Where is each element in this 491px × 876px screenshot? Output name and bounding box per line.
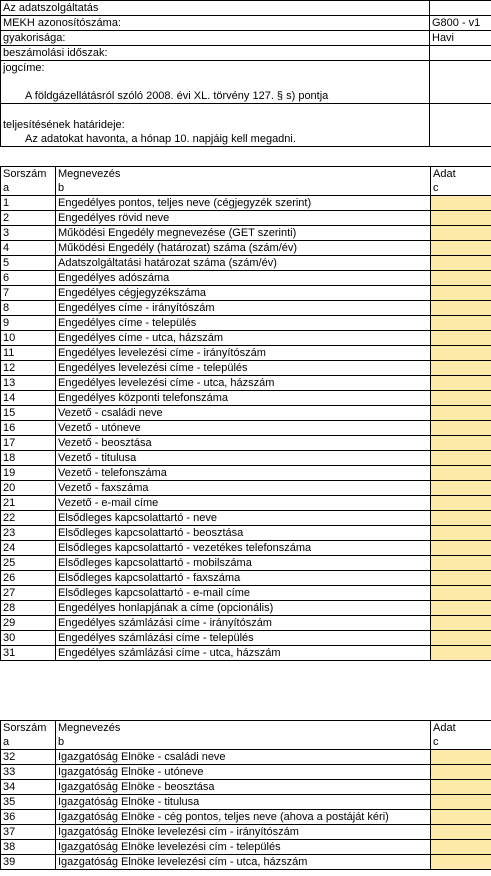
table-row: [1, 496, 491, 511]
row-label: Igazgatóság Elnöke - utóneve: [56, 765, 431, 780]
table-row: [1, 376, 491, 391]
data-input-cell[interactable]: [431, 316, 491, 331]
row-number: 29: [1, 616, 56, 631]
row-number: 1: [1, 196, 56, 211]
data-input-cell[interactable]: [431, 361, 491, 376]
row-number: 32: [1, 750, 56, 765]
row-number: 25: [1, 556, 56, 571]
column-letter-c: c: [431, 735, 491, 750]
row-label: Elsődleges kapcsolattartó - faxszáma: [56, 571, 431, 586]
row-label: Engedélyes számlázási címe - település: [56, 631, 431, 646]
data-input-cell[interactable]: [431, 855, 491, 870]
frequency-value: Havi: [430, 31, 491, 46]
row-label: Igazgatóság Elnöke - titulusa: [56, 795, 431, 810]
row-label: Engedélyes címe - település: [56, 316, 431, 331]
row-number: 21: [1, 496, 56, 511]
row-label: Elsődleges kapcsolattartó - beosztása: [56, 526, 431, 541]
row-number: 17: [1, 436, 56, 451]
table-row: [1, 301, 491, 316]
data-input-cell[interactable]: [431, 616, 491, 631]
data-input-cell[interactable]: [431, 556, 491, 571]
row-label: Engedélyes rövid neve: [56, 211, 431, 226]
data-input-cell[interactable]: [431, 810, 491, 825]
table-row: [1, 616, 491, 631]
row-number: 11: [1, 346, 56, 361]
row-label: Engedélyes központi telefonszáma: [56, 391, 431, 406]
row-number: 3: [1, 226, 56, 241]
table-row: [1, 810, 491, 825]
row-number: 30: [1, 631, 56, 646]
data-input-cell[interactable]: [431, 481, 491, 496]
data-input-cell[interactable]: [431, 526, 491, 541]
data-input-cell[interactable]: [431, 825, 491, 840]
row-label: Elsődleges kapcsolattartó - mobilszáma: [56, 556, 431, 571]
row-number: 9: [1, 316, 56, 331]
deadline-text: Az adatokat havonta, a hónap 10. napjáig kell megadni.: [25, 133, 296, 145]
table-row: [1, 541, 491, 556]
row-number: 8: [1, 301, 56, 316]
data-input-cell[interactable]: [431, 646, 491, 661]
row-label: Vezető - faxszáma: [56, 481, 431, 496]
row-number: 18: [1, 451, 56, 466]
column-letter-b: b: [56, 181, 431, 196]
data-input-cell[interactable]: [431, 226, 491, 241]
table-row: [1, 451, 491, 466]
table-row: [1, 211, 491, 226]
table-row: [1, 196, 491, 211]
column-header-megnevezes: Megnevezés: [56, 721, 431, 736]
table-row: [1, 346, 491, 361]
row-label: Igazgatóság Elnöke - beosztása: [56, 780, 431, 795]
table-row: [1, 436, 491, 451]
table-row: [1, 226, 491, 241]
row-label: Engedélyes számlázási címe - irányítószám: [56, 616, 431, 631]
row-label: Igazgatóság Elnöke levelezési cím - utca, házszám: [56, 855, 431, 870]
table-row: [1, 631, 491, 646]
row-label: Engedélyes honlapjának a címe (opcionális): [56, 601, 431, 616]
row-label: Vezető - utóneve: [56, 421, 431, 436]
row-label: Vezető - e-mail címe: [56, 496, 431, 511]
row-number: 34: [1, 780, 56, 795]
data-input-cell[interactable]: [431, 241, 491, 256]
row-label: Engedélyes levelezési címe - település: [56, 361, 431, 376]
column-letter-b: b: [56, 735, 431, 750]
row-label: Igazgatóság Elnöke - családi neve: [56, 750, 431, 765]
row-number: 13: [1, 376, 56, 391]
data-input-cell[interactable]: [431, 406, 491, 421]
column-letter-c: c: [431, 181, 491, 196]
data-table-1: [0, 166, 491, 661]
table-row: [1, 361, 491, 376]
period-value[interactable]: [430, 46, 491, 61]
data-input-cell[interactable]: [431, 451, 491, 466]
data-input-cell[interactable]: [431, 601, 491, 616]
table-row: [1, 750, 491, 765]
row-label: Működési Engedély (határozat) száma (szám/év): [56, 241, 431, 256]
table-row: [1, 571, 491, 586]
row-label: Vezető - telefonszáma: [56, 466, 431, 481]
row-label: Igazgatóság Elnöke levelezési cím - település: [56, 840, 431, 855]
row-label: Elsődleges kapcsolattartó - neve: [56, 511, 431, 526]
deadline-label: teljesítésének határideje:: [3, 119, 125, 131]
row-label: Vezető - titulusa: [56, 451, 431, 466]
row-number: 36: [1, 810, 56, 825]
report-header-block: [0, 0, 491, 147]
table-row: [1, 765, 491, 780]
table-row: [1, 840, 491, 855]
row-label: Igazgatóság Elnöke levelezési cím - irányítószám: [56, 825, 431, 840]
row-label: Engedélyes levelezési címe - utca, házszám: [56, 376, 431, 391]
row-number: 35: [1, 795, 56, 810]
table-row: [1, 421, 491, 436]
row-number: 16: [1, 421, 56, 436]
column-header-sorszam: Sorszám: [1, 721, 56, 736]
row-label: Adatszolgáltatási határozat száma (szám/év): [56, 256, 431, 271]
data-input-cell[interactable]: [431, 586, 491, 601]
row-label: Elsődleges kapcsolattartó - vezetékes telefonszáma: [56, 541, 431, 556]
column-header-megnevezes: Megnevezés: [56, 167, 431, 182]
mekh-label: MEKH azonosítószáma:: [1, 16, 430, 31]
row-number: 5: [1, 256, 56, 271]
table-row: [1, 286, 491, 301]
table-row: [1, 331, 491, 346]
table-row: [1, 391, 491, 406]
table-row: [1, 780, 491, 795]
row-label: Engedélyes címe - utca, házszám: [56, 331, 431, 346]
data-input-cell[interactable]: [431, 376, 491, 391]
row-number: 39: [1, 855, 56, 870]
table-row: [1, 795, 491, 810]
column-letter-a: a: [1, 181, 56, 196]
row-label: Engedélyes pontos, teljes neve (cégjegyzék szerint): [56, 196, 431, 211]
row-label: Engedélyes címe - irányítószám: [56, 301, 431, 316]
data-input-cell[interactable]: [431, 780, 491, 795]
data-table-2: [0, 720, 491, 870]
data-input-cell[interactable]: [431, 765, 491, 780]
table-row: [1, 316, 491, 331]
table-row: [1, 406, 491, 421]
data-input-cell[interactable]: [431, 211, 491, 226]
row-label: Működési Engedély megnevezése (GET szerinti): [56, 226, 431, 241]
row-number: 19: [1, 466, 56, 481]
table-row: [1, 601, 491, 616]
data-input-cell[interactable]: [431, 271, 491, 286]
column-header-adat: Adat: [433, 168, 456, 180]
data-input-cell[interactable]: [431, 421, 491, 436]
legal-basis-text: A földgázellátásról szóló 2008. évi XL. törvény 127. § s) pontja: [1, 89, 430, 104]
data-input-cell[interactable]: [431, 196, 491, 211]
row-label: Vezető - családi neve: [56, 406, 431, 421]
data-input-cell[interactable]: [431, 631, 491, 646]
data-input-cell[interactable]: [431, 256, 491, 271]
data-input-cell[interactable]: [431, 840, 491, 855]
row-number: 24: [1, 541, 56, 556]
data-input-cell[interactable]: [431, 496, 491, 511]
table-row: [1, 526, 491, 541]
table-row: [1, 855, 491, 870]
row-label: Engedélyes cégjegyzékszáma: [56, 286, 431, 301]
table-row: [1, 586, 491, 601]
column-header-adat: Adat: [433, 722, 456, 734]
column-header-sorszam: Sorszám: [1, 167, 56, 182]
row-label: Engedélyes számlázási címe - utca, házszám: [56, 646, 431, 661]
row-number: 10: [1, 331, 56, 346]
row-number: 27: [1, 586, 56, 601]
data-input-cell[interactable]: [431, 795, 491, 810]
table-row: [1, 256, 491, 271]
row-number: 2: [1, 211, 56, 226]
row-number: 23: [1, 526, 56, 541]
row-number: 7: [1, 286, 56, 301]
legal-basis-label: jogcíme:: [3, 62, 45, 74]
mekh-value: G800 - v1: [430, 16, 491, 31]
data-input-cell[interactable]: [431, 391, 491, 406]
frequency-label: gyakorisága:: [1, 31, 430, 46]
row-number: 20: [1, 481, 56, 496]
row-number: 12: [1, 361, 56, 376]
data-input-cell[interactable]: [431, 286, 491, 301]
header-title: Az adatszolgáltatás: [1, 1, 430, 16]
data-input-cell[interactable]: [431, 436, 491, 451]
table-row: [1, 646, 491, 661]
row-number: 33: [1, 765, 56, 780]
table-row: [1, 825, 491, 840]
table-row: [1, 556, 491, 571]
table-row: [1, 481, 491, 496]
table-row: [1, 466, 491, 481]
row-label: Elsődleges kapcsolattartó - e-mail címe: [56, 586, 431, 601]
period-label: beszámolási időszak:: [1, 46, 430, 61]
data-input-cell[interactable]: [431, 750, 491, 765]
data-input-cell[interactable]: [431, 466, 491, 481]
row-number: 14: [1, 391, 56, 406]
row-number: 38: [1, 840, 56, 855]
row-number: 15: [1, 406, 56, 421]
table-row: [1, 271, 491, 286]
row-number: 26: [1, 571, 56, 586]
row-number: 22: [1, 511, 56, 526]
row-number: 31: [1, 646, 56, 661]
data-input-cell[interactable]: [431, 331, 491, 346]
row-number: 6: [1, 271, 56, 286]
data-input-cell[interactable]: [431, 541, 491, 556]
data-input-cell[interactable]: [431, 346, 491, 361]
row-number: 4: [1, 241, 56, 256]
row-number: 37: [1, 825, 56, 840]
row-label: Engedélyes levelezési címe - irányítószám: [56, 346, 431, 361]
row-number: 28: [1, 601, 56, 616]
column-letter-a: a: [1, 735, 56, 750]
row-label: Engedélyes adószáma: [56, 271, 431, 286]
table-row: [1, 241, 491, 256]
row-label: Vezető - beosztása: [56, 436, 431, 451]
data-input-cell[interactable]: [431, 511, 491, 526]
data-input-cell[interactable]: [431, 301, 491, 316]
table-row: [1, 511, 491, 526]
row-label: Igazgatóság Elnöke - cég pontos, teljes neve (ahova a postáját kéri): [56, 810, 431, 825]
data-input-cell[interactable]: [431, 571, 491, 586]
